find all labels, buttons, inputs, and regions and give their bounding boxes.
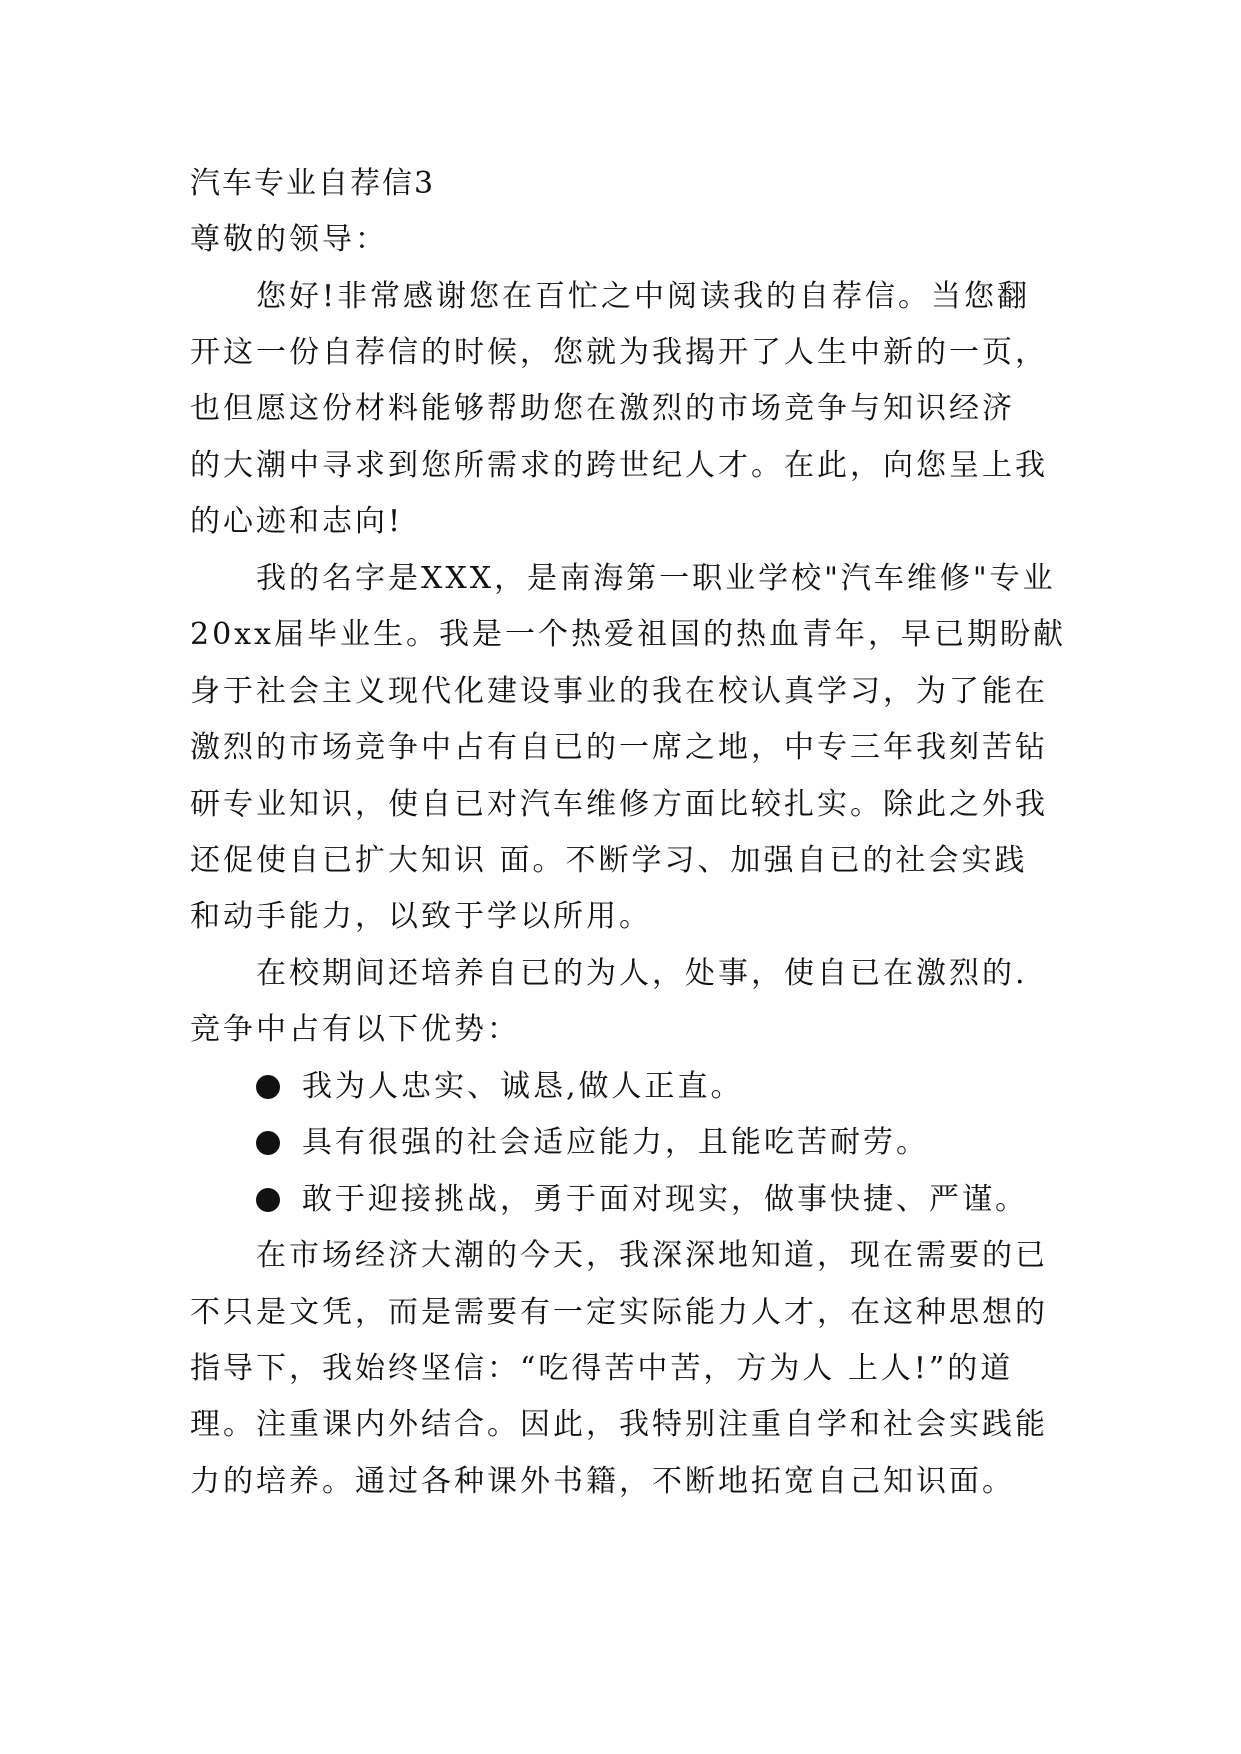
paragraph-2-line-3: 身于社会主义现代化建设事业的我在校认真学习，为了能在 [190,674,1048,709]
paragraph-4-line-4: 理。注重课内外结合。因此，我特别注重自学和社会实践能 [190,1407,1048,1442]
paragraph-4-line-3: 指导下，我始终坚信：“吃得苦中苦，方为人 上人!”的道 [190,1351,1014,1386]
paragraph-2-line-5: 研专业知识，使自已对汽车维修方面比较扎实。除此之外我 [190,787,1048,822]
paragraph-4-line-2: 不只是文凭，而是需要有一定实际能力人才，在这种思想的 [190,1295,1048,1330]
salutation: 尊敬的领导： [190,222,388,257]
paragraph-2-line-4: 激烈的市场竞争中占有自已的一席之地，中专三年我刻苦钻 [190,730,1048,765]
bullet-text: 具有很强的社会适应能力，且能吃苦耐劳。 [302,1125,929,1160]
paragraph-1-line-1: 您好!非常感谢您在百忙之中阅读我的自荐信。当您翻 [256,279,1031,314]
bullet-item [256,1123,929,1163]
paragraph-2-line-6: 还促使自已扩大知识 面。不断学习、加强自已的社会实践 [190,843,1028,878]
paragraph-2-line-1: 我的名字是XXX，是南海第一职业学校"汽车维修"专业 [256,561,1056,596]
paragraph-2-line-2: 20xx届毕业生。我是一个热爱祖国的热血青年，早已期盼献 [190,617,1067,652]
bullet-text: 敢于迎接挑战，勇于面对现实，做事快捷、严谨。 [302,1182,1028,1217]
document-title: 汽车专业自荐信3 [190,166,436,201]
paragraph-1-line-5: 的心迹和志向! [190,504,404,539]
paragraph-1-line-4: 的大潮中寻求到您所需求的跨世纪人才。在此，向您呈上我 [190,448,1048,483]
bullet-text: 我为人忠实、诚恳,做人正直。 [302,1069,744,1104]
paragraph-4-line-5: 力的培养。通过各种课外书籍，不断地拓宽自己知识面。 [190,1464,1015,1499]
bullet-icon [256,1075,280,1099]
bullet-icon [256,1188,280,1212]
paragraph-2-line-7: 和动手能力，以致于学以所用。 [190,899,652,934]
bullet-item [256,1067,744,1107]
paragraph-1-line-2: 开这一份自荐信的时候，您就为我揭开了人生中新的一页， [190,335,1048,370]
paragraph-4-line-1: 在市场经济大潮的今天，我深深地知道，现在需要的已 [256,1238,1048,1273]
bullet-item [256,1180,1028,1220]
paragraph-3-line-1: 在校期间还培养自已的为人，处事，使自已在激烈的. [256,956,1028,991]
paragraph-1-line-3: 也但愿这份材料能够帮助您在激烈的市场竞争与知识经济 [190,391,1015,426]
paragraph-3-line-2: 竞争中占有以下优势： [190,1012,520,1047]
bullet-icon [256,1131,280,1155]
